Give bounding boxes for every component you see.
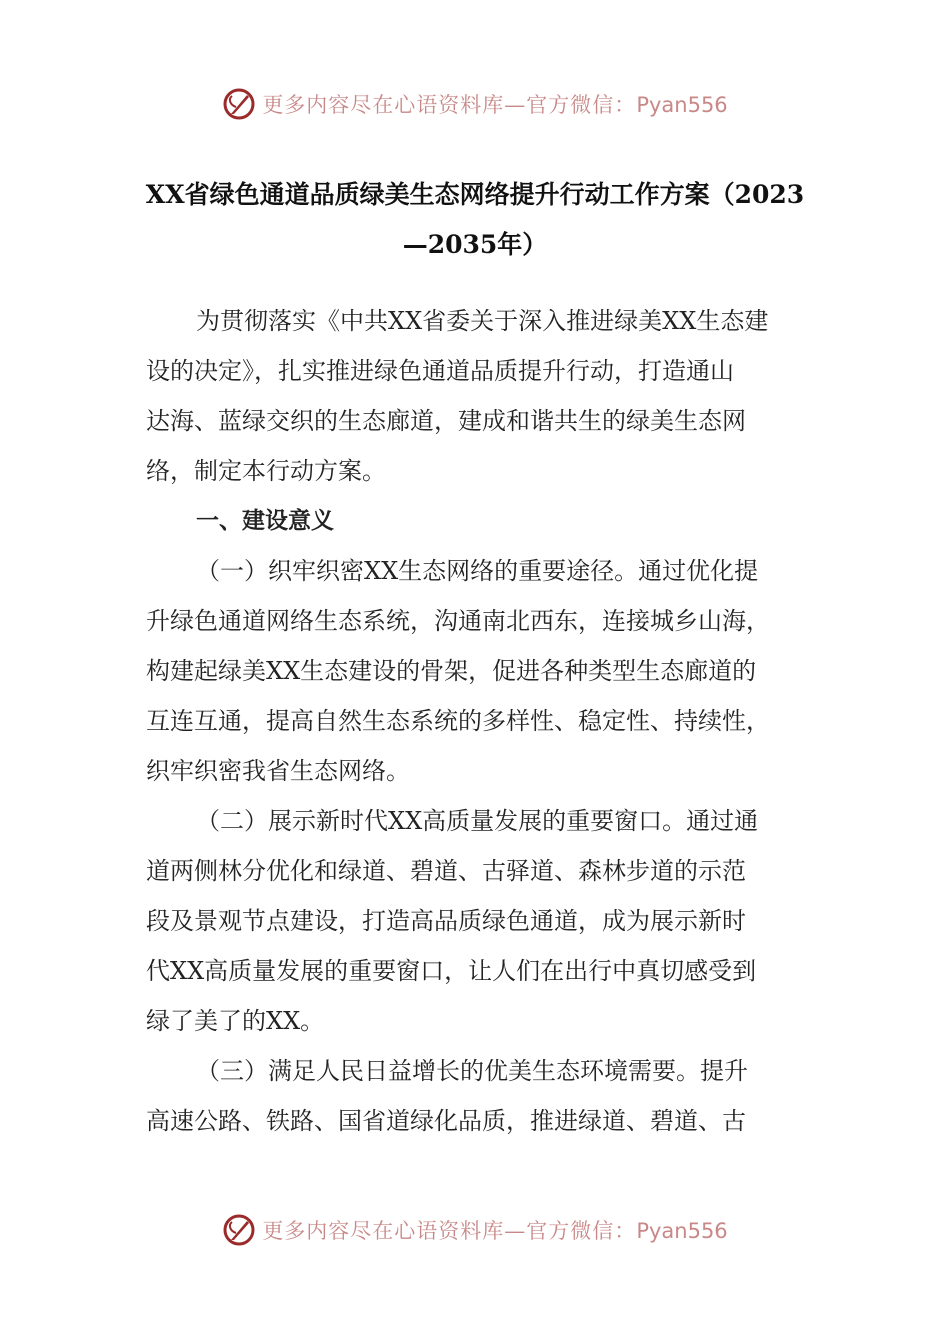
item-1-line-4: 互连互通，提高自然生态系统的多样性、稳定性、持续性， — [146, 707, 770, 735]
banner-text: 更多内容尽在心语资料库—官方微信： — [262, 1219, 637, 1243]
document-body — [146, 296, 806, 1146]
intro-line-2: 设的决定》，扎实推进绿色通道品质提升行动，打造通山 — [146, 357, 734, 385]
item-3-line-1: （三）满足人民日益增长的优美生态环境需要。提升 — [196, 1057, 748, 1085]
intro-paragraph — [146, 296, 806, 496]
banner-text: 更多内容尽在心语资料库—官方微信： — [262, 93, 637, 117]
item-1-line-1: （一）织牢织密XX生态网络的重要途径。通过优化提 — [196, 557, 759, 585]
item-2-line-5: 绿了美了的XX。 — [146, 1007, 325, 1035]
title-line-1: XX省绿色通道品质绿美生态网络提升行动工作方案（2023 — [145, 180, 805, 209]
title-line-2: —2035年） — [402, 230, 548, 259]
item-1-line-2: 升绿色通道网络生态系统，沟通南北西东，连接城乡山海， — [146, 607, 770, 635]
footer-banner — [0, 1210, 950, 1250]
item-2-line-2: 道两侧林分优化和绿道、碧道、古驿道、森林步道的示范 — [146, 857, 746, 885]
item-2-line-3: 段及景观节点建设，打造高品质绿色通道，成为展示新时 — [146, 907, 746, 935]
section-heading-paragraph — [146, 496, 806, 546]
header-banner — [0, 84, 950, 124]
item-1-paragraph — [146, 546, 806, 796]
item-3-paragraph — [146, 1046, 806, 1146]
section-heading: 一、建设意义 — [196, 508, 334, 534]
wechat-id: Pyan556 — [636, 93, 728, 117]
intro-line-3: 达海、蓝绿交织的生态廊道，建成和谐共生的绿美生态网 — [146, 407, 746, 435]
item-2-paragraph — [146, 796, 806, 1046]
wechat-id: Pyan556 — [636, 1219, 728, 1243]
item-1-line-5: 织牢织密我省生态网络。 — [146, 757, 410, 785]
intro-line-4: 络，制定本行动方案。 — [146, 457, 386, 485]
document-title — [140, 170, 810, 270]
item-2-line-1: （二）展示新时代XX高质量发展的重要窗口。通过通 — [196, 807, 759, 835]
quill-pen-logo-icon — [222, 87, 256, 121]
item-3-line-2: 高速公路、铁路、国省道绿化品质，推进绿道、碧道、古 — [146, 1107, 746, 1135]
intro-line-1: 为贯彻落实《中共XX省委关于深入推进绿美XX生态建 — [196, 307, 769, 335]
item-2-line-4: 代XX高质量发展的重要窗口，让人们在出行中真切感受到 — [146, 957, 757, 985]
item-1-line-3: 构建起绿美XX生态建设的骨架，促进各种类型生态廊道的 — [146, 657, 757, 685]
quill-pen-logo-icon — [222, 1213, 256, 1247]
